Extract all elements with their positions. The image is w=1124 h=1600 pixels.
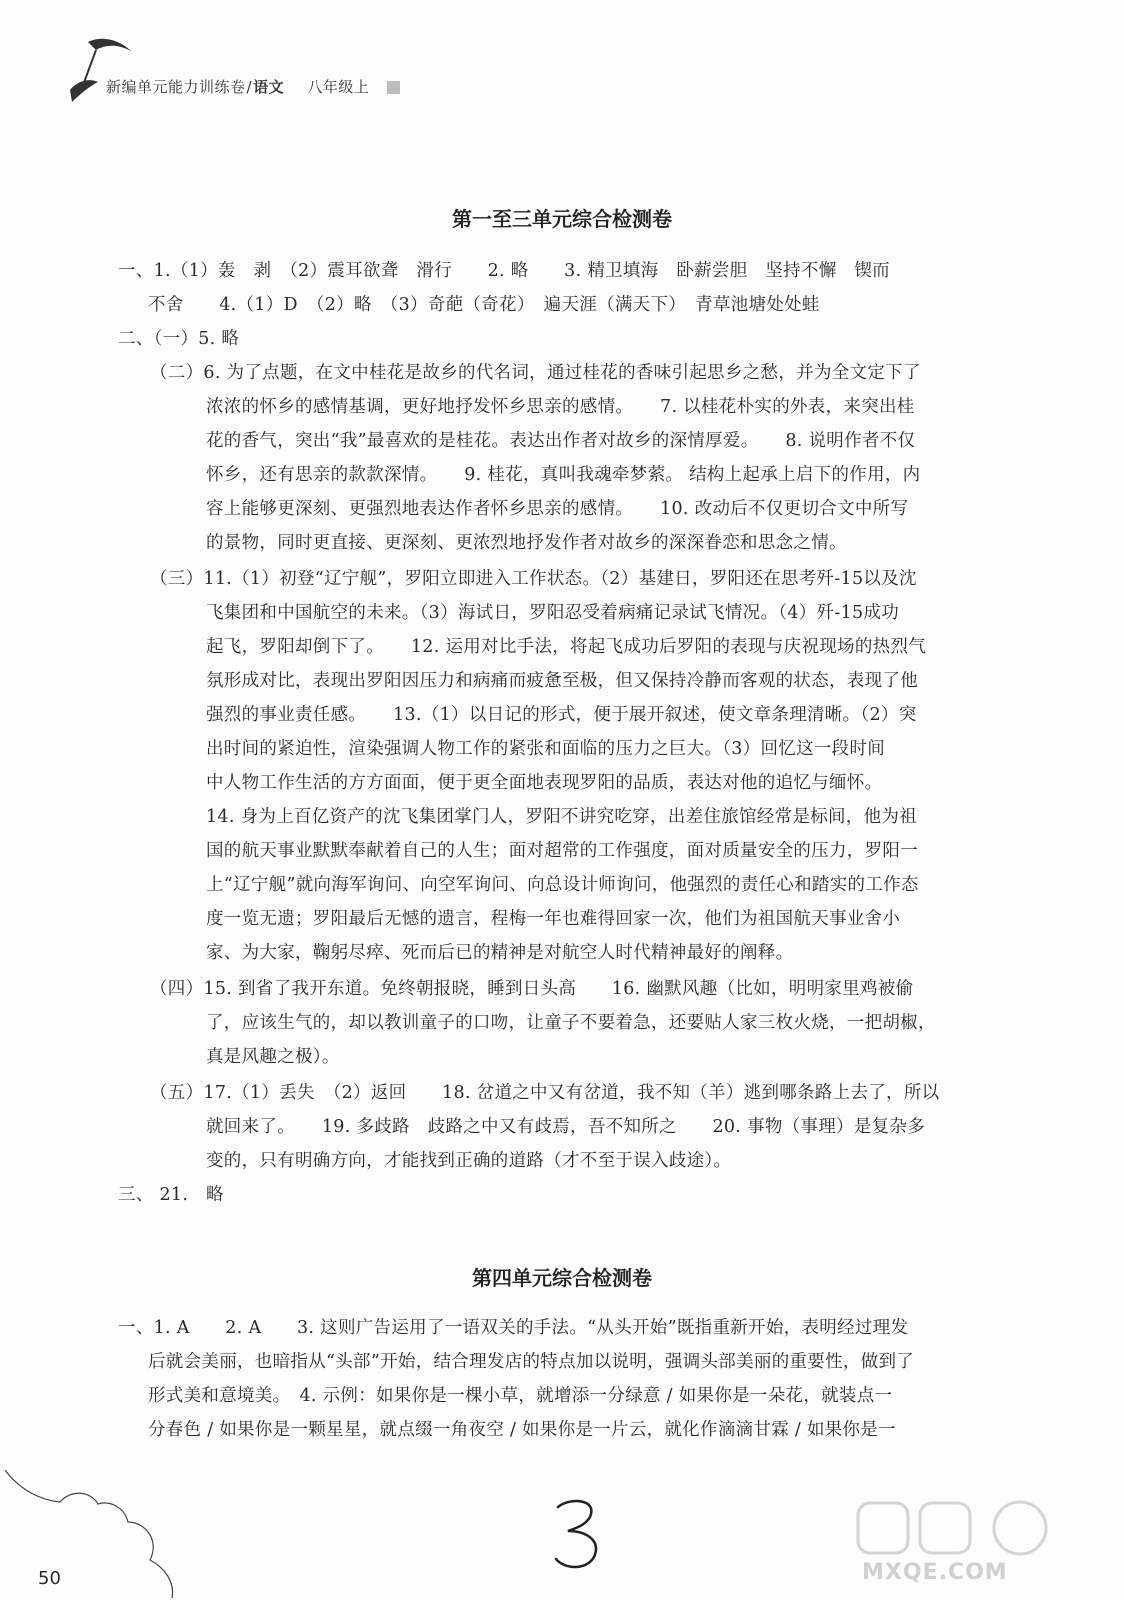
header-book-title: 新编单元能力训练卷 bbox=[106, 78, 246, 96]
answer-line: （四）15. 到省了我开东道。免终朝报晓，睡到日头高 16. 幽默风趣（比如，明明家里鸡被偷 bbox=[150, 979, 914, 999]
answer-line: 出时间的紧迫性，渲染强调人物工作的紧张和面临的压力之巨大。（3）回忆这一段时间 bbox=[206, 739, 886, 759]
answer-line: 怀乡，还有思亲的款款深情。 9. 桂花，真叫我魂牵梦萦。 结构上起承上启下的作用，内 bbox=[206, 465, 921, 485]
header-subject: 语文 bbox=[253, 78, 285, 96]
answer-line: （二）6. 为了点题，在文中桂花是故乡的代名词，通过桂花的香味引起思乡之愁，并为全文定下了 bbox=[150, 363, 921, 383]
answer-line: 真是风趣之极）。 bbox=[206, 1047, 340, 1067]
answer-line: 分春色 / 如果你是一颗星星，就点缀一角夜空 / 如果你是一片云，就化作滴滴甘霖 / 如果你是一 bbox=[148, 1420, 896, 1440]
watermark-logo-icon bbox=[850, 1495, 1080, 1565]
answer-line: 14. 身为上百亿资产的沈飞集团掌门人，罗阳不讲究吃穿，出差住旅馆经常是标间，他为祖 bbox=[206, 807, 917, 827]
answer-line: 家、为大家，鞠躬尽瘁、死而后已的精神是对航空人时代精神最好的阐释。 bbox=[206, 943, 794, 963]
answer-line: （三）11.（1）初登“辽宁舰”，罗阳立即进入工作状态。（2）基建日，罗阳还在思考歼-15以及沈 bbox=[150, 569, 917, 589]
answer-line: 浓浓的怀乡的感情基调，更好地抒发怀乡思亲的感情。 7. 以桂花朴实的外表，来突出桂 bbox=[206, 397, 915, 417]
watermark-text: MXQE.COM bbox=[862, 1560, 1008, 1585]
answer-line: 容上能够更深刻、更强烈地表达作者怀乡思亲的感情。 10. 改动后不仅更切合文中所写 bbox=[206, 499, 909, 519]
answer-line: 度一览无遗；罗阳最后无憾的遗言，程梅一年也难得回家一次，他们为祖国航天事业舍小 bbox=[206, 909, 901, 929]
cloud-outline-icon bbox=[0, 1460, 200, 1600]
header-grade: 八年级上 bbox=[307, 78, 370, 96]
section-title-units-1-3: 第一至三单元综合检测卷 bbox=[452, 207, 672, 231]
answer-line: 国的航天事业默默奉献着自己的人生；面对超常的工作强度，面对质量安全的压力，罗阳一 bbox=[206, 841, 918, 861]
answer-line: 飞集团和中国航空的未来。（3）海试日，罗阳忍受着病痛记录试飞情况。（4）歼-15成功 bbox=[206, 603, 900, 623]
answer-line: 氛形成对比，表现出罗阳因压力和病痛而疲惫至极，但又保持冷静而客观的状态，表现了他 bbox=[206, 671, 918, 691]
answer-line: 上“辽宁舰”就向海军询问、向空军询问、向总设计师询问，他强烈的责任心和踏实的工作态 bbox=[206, 875, 919, 895]
answer-line: 不舍 4.（1）D （2）略 （3）奇葩（奇花） 遍天涯（满天下） 青草池塘处处蛙 bbox=[148, 295, 820, 315]
answer-line: 了，应该生气的，却以教训童子的口吻，让童子不要着急，还要贴人家三枚火烧，一把胡椒， bbox=[206, 1013, 936, 1033]
answer-line: （五）17.（1）丢失 （2）返回 18. 岔道之中又有岔道，我不知（羊）逃到哪条路上去了，所以 bbox=[150, 1083, 940, 1103]
handwritten-mark bbox=[550, 1495, 610, 1575]
section-title-unit-4: 第四单元综合检测卷 bbox=[472, 1266, 652, 1290]
answer-line: 中人物工作生活的方方面面，便于更全面地表现罗阳的品质，表达对他的追忆与缅怀。 bbox=[206, 773, 883, 793]
answer-line: 一、1. A 2. A 3. 这则广告运用了一语双关的手法。“从头开始”既指重新开始，表明经过理发 bbox=[118, 1318, 909, 1338]
answer-line: 形式美和意境美。 4. 示例：如果你是一棵小草，就增添一分绿意 / 如果你是一朵花，就装点一 bbox=[148, 1386, 893, 1406]
answer-line: 花的香气，突出“我”最喜欢的是桂花。表达出作者对故乡的深情厚爱。 8. 说明作者不仅 bbox=[206, 431, 916, 451]
answer-line: 二、（一）5. 略 bbox=[118, 329, 240, 349]
answer-line: 变的，只有明确方向，才能找到正确的道路（才不至于误入歧途）。 bbox=[206, 1151, 732, 1171]
answer-line: 强烈的事业责任感。 13.（1）以日记的形式，便于展开叙述，使文章条理清晰。（2）突 bbox=[206, 705, 917, 725]
answer-line: 起飞，罗阳却倒下了。 12. 运用对比手法，将起飞成功后罗阳的表现与庆祝现场的热烈气 bbox=[206, 637, 927, 657]
answer-line: 一、1.（1）轰 剥 （2）震耳欲聋 滑行 2. 略 3. 精卫填海 卧薪尝胆 坚持不懈 锲而 bbox=[118, 261, 890, 281]
answer-line: 三、 21. 略 bbox=[118, 1185, 224, 1205]
header-square-icon bbox=[387, 81, 400, 94]
answer-line: 的景物，同时更直接、更深刻、更浓烈地抒发作者对故乡的深深眷恋和思念之情。 bbox=[206, 533, 847, 553]
page-header: 新编单元能力训练卷/语文 八年级上 bbox=[106, 76, 400, 97]
answer-line: 就回来了。 19. 多歧路 歧路之中又有歧焉，吾不知所之 20. 事物（事理）是复杂多 bbox=[206, 1117, 926, 1137]
page-number: 50 bbox=[38, 1568, 61, 1589]
answer-line: 后就会美丽，也暗指从“头部”开始，结合理发店的特点加以说明，强调头部美丽的重要性，做到了 bbox=[148, 1352, 915, 1372]
